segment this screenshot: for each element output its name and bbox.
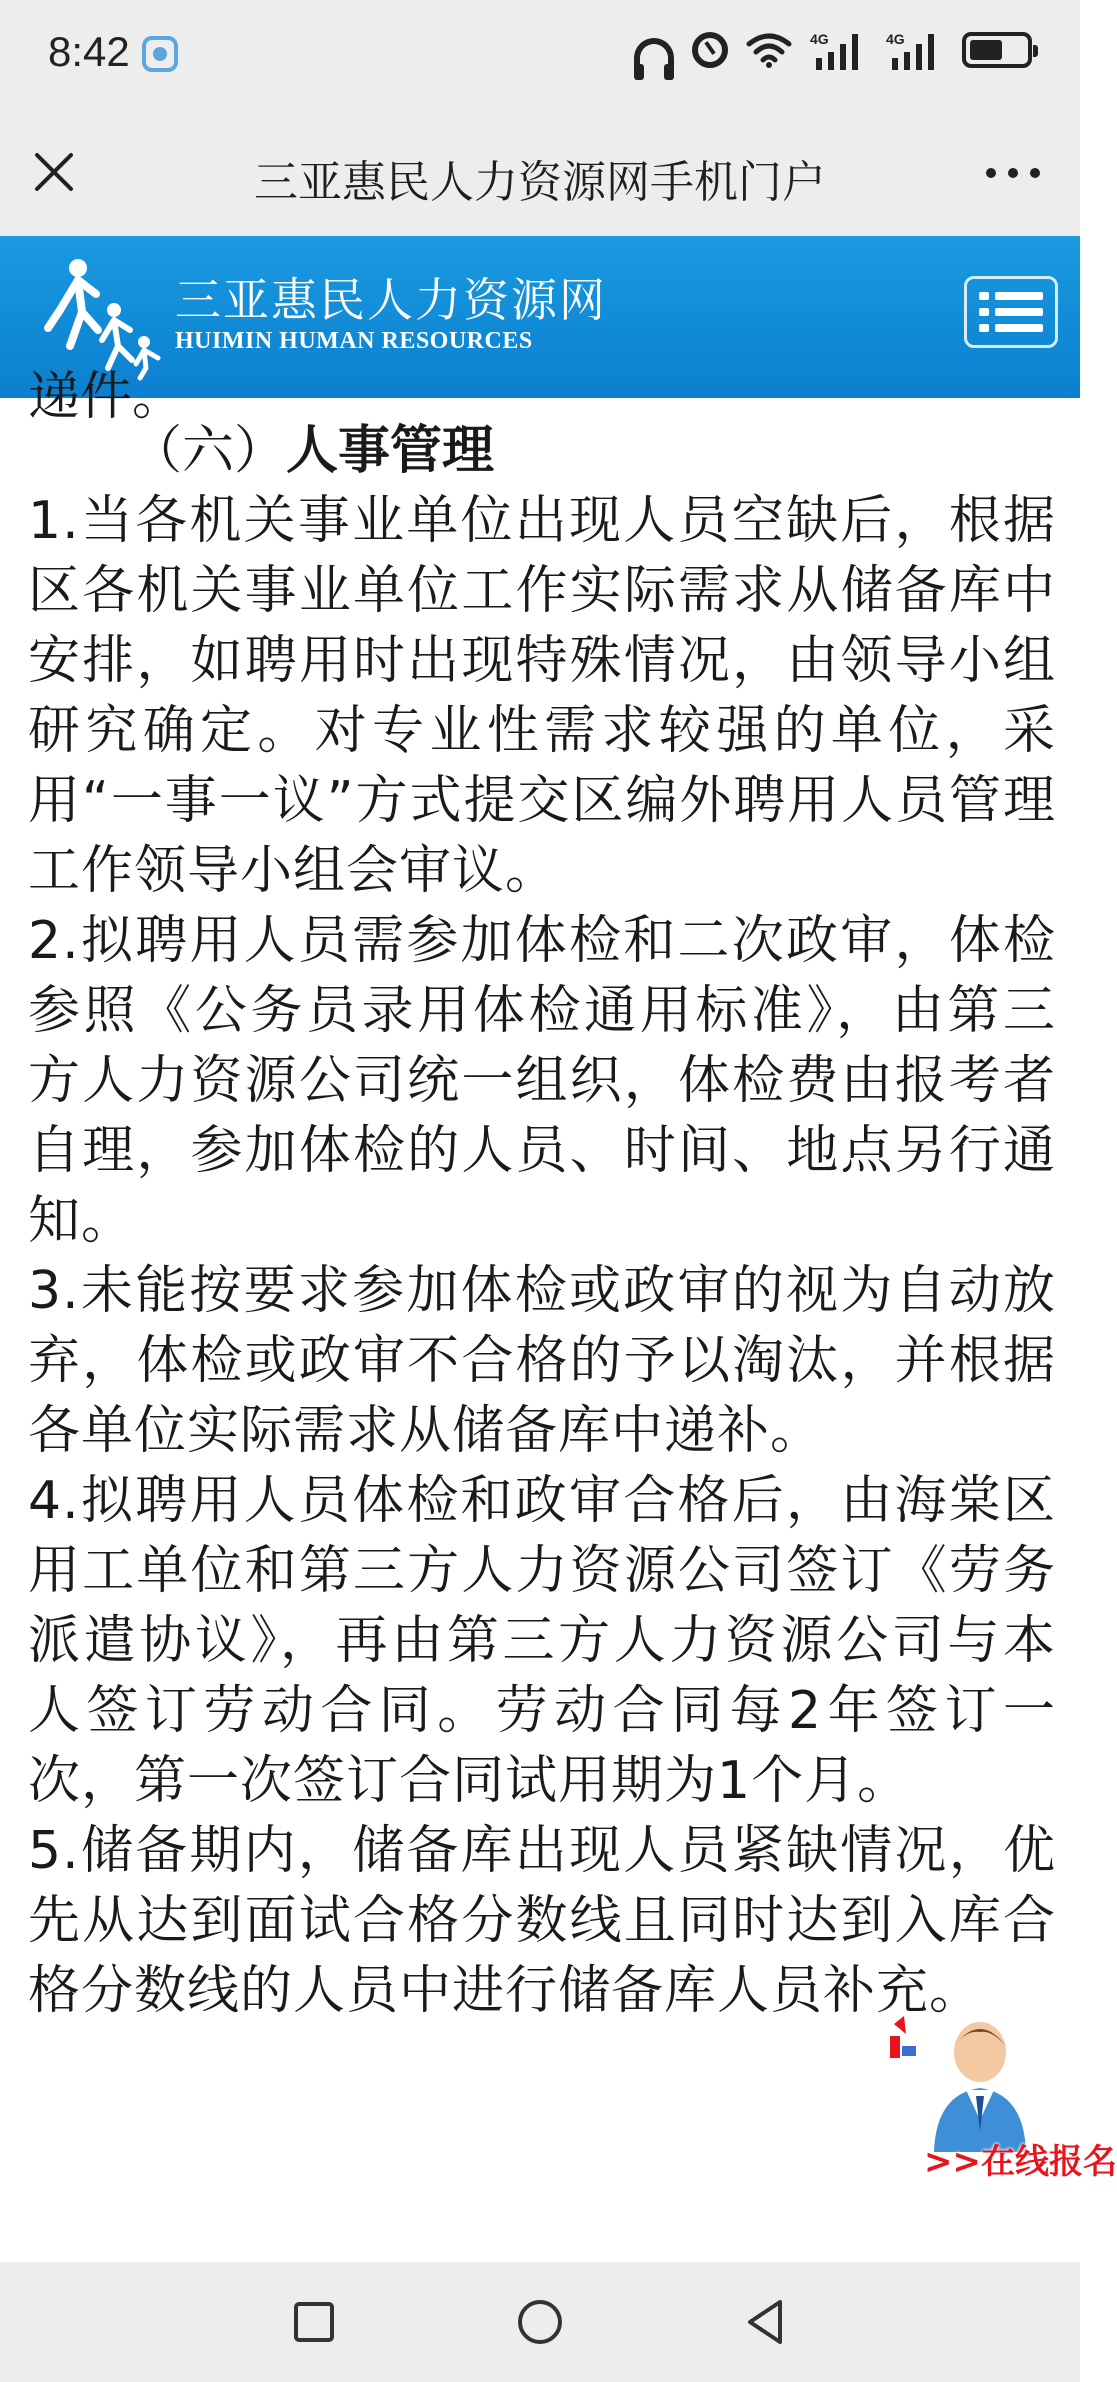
logo-figure-icon — [40, 250, 170, 380]
signup-label: >>在线报名 — [924, 2142, 1117, 2182]
home-icon[interactable] — [518, 2300, 562, 2344]
title-bar — [0, 110, 1080, 236]
back-icon[interactable] — [744, 2298, 786, 2346]
headphone-icon — [634, 38, 674, 68]
article-paragraph: 2.拟聘用人员需参加体检和二次政审，体检参照《公务员录用体检通用标准》，由第三方人力资源公司统一组织，体检费由报考者自理，参加体检的人员、时间、地点另行通知。 — [28, 911, 1056, 1251]
logo-subtitle: HUIMIN HUMAN RESOURCES — [175, 328, 533, 354]
article-paragraph: 5.储备期内，储备库出现人员紧缺情况，优先从达到面试合格分数线且同时达到入库合格分数线的人员中进行储备库人员补充。 — [28, 1821, 1056, 2021]
section-heading — [130, 416, 494, 486]
svg-text:4G: 4G — [810, 31, 829, 47]
section-title: 人事管理 — [286, 421, 495, 481]
svg-text:4G: 4G — [886, 31, 905, 47]
recent-apps-icon[interactable] — [294, 2302, 334, 2342]
article-paragraph: 1.当各机关事业单位出现人员空缺后，根据区各机关事业单位工作实际需求从储备库中安排，如聘用时出现特殊情况，由领导小组研究确定。对专业性需求较强的单位，采用“一事一议”方式提交区编外聘用人员管理工作领导小组会审议。 — [28, 491, 1056, 901]
signal-4g-icon — [810, 30, 868, 70]
signup-person-icon — [880, 2012, 1080, 2152]
article-paragraph: 3.未能按要求参加体检或政审的视为自动放弃，体检或政审不合格的予以淘汰，并根据各单位实际需求从储备库中递补。 — [28, 1261, 1056, 1461]
notification-icon — [142, 36, 178, 72]
page-title: 三亚惠民人力资源网手机门户 — [254, 157, 826, 208]
menu-icon[interactable] — [964, 276, 1058, 348]
article-paragraph: 4.拟聘用人员体检和政审合格后，由海棠区用工单位和第三方人力资源公司签订《劳务派遣协议》，再由第三方人力资源公司与本人签订劳动合同。劳动合同每2年签订一次，第一次签订合同试用期为1个月。 — [28, 1471, 1056, 1811]
more-icon[interactable] — [986, 168, 1040, 180]
battery-level — [970, 40, 1002, 60]
status-time: 8:42 — [48, 28, 130, 75]
status-bar — [0, 0, 1080, 110]
article-body — [28, 486, 1056, 2026]
system-nav-bar — [0, 2262, 1080, 2382]
battery-icon — [962, 32, 1032, 68]
partial-top-line: 递件。 — [28, 367, 185, 427]
section-number: （六） — [130, 421, 287, 481]
wifi-icon — [746, 32, 792, 68]
article-content — [0, 367, 1080, 2262]
online-signup-button[interactable] — [880, 2012, 1117, 2192]
alarm-icon — [692, 32, 728, 68]
signal-4g-icon — [886, 30, 944, 70]
status-icons — [634, 30, 1032, 70]
logo-title: 三亚惠民人力资源网 — [175, 273, 607, 327]
